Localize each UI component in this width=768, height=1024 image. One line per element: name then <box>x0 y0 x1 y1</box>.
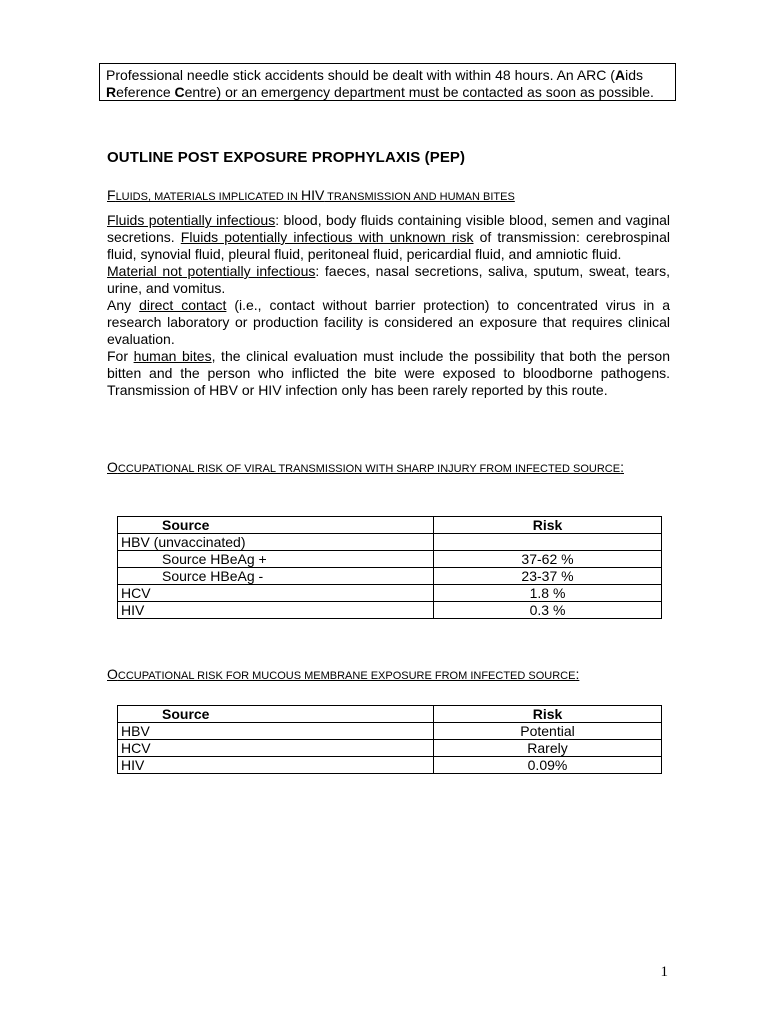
table-row <box>118 551 662 568</box>
paragraph-fluids-infectious <box>107 212 670 263</box>
paragraph-text: Any <box>107 297 140 313</box>
heading-smallcaps: LUIDS, MATERIALS IMPLICATED IN <box>115 191 301 203</box>
notice-text-2: ids <box>625 67 643 83</box>
cell-risk: 1.8 % <box>434 585 662 602</box>
term-human-bites: human bites <box>133 348 212 364</box>
table-row <box>118 568 662 585</box>
section-heading-mucous-membrane <box>107 665 579 685</box>
column-header-risk: Risk <box>434 517 662 534</box>
paragraph-text: of transmission: cerebrospinal fluid, synovial fluid, pleural fluid, peritoneal fluid, pericardial fluid, and amniotic fluid. <box>107 229 670 262</box>
paragraph-direct-contact <box>107 297 670 348</box>
heading-smallcaps: CCUPATIONAL RISK FOR MUCOUS MEMBRANE EXPOSURE FROM INFECTED SOURCE <box>117 670 576 682</box>
table-header-row <box>118 706 662 723</box>
paragraph-text: : blood, body fluids containing visible blood, semen and vaginal secretions. <box>107 212 670 245</box>
notice-bold-r: R <box>106 84 117 100</box>
cell-risk: 0.09% <box>434 757 662 774</box>
paragraph-text: , the clinical evaluation must include the possibility that both the person bitten and the person who inflicted the bite were exposed to bloodborne pathogens. Transmission of HBV or HIV infection only has been rarely reported by this route. <box>107 348 671 398</box>
mucous-membrane-risk-table <box>117 705 662 774</box>
cell-risk: 0.3 % <box>434 602 662 619</box>
notice-text-4: entre) or an emergency department must be contacted as soon as possible. <box>184 84 654 100</box>
cell-risk: Potential <box>434 723 662 740</box>
table-row <box>118 585 662 602</box>
notice-text-3: eference <box>116 84 175 100</box>
heading-colon: : <box>575 666 580 682</box>
paragraph-text: For <box>107 348 134 364</box>
cell-risk: 23-37 % <box>434 568 662 585</box>
notice-bold-a: A <box>614 67 626 83</box>
column-header-source: Source <box>118 706 434 723</box>
table-header-row <box>118 517 662 534</box>
term-fluids-infectious: Fluids potentially infectious <box>107 212 276 228</box>
paragraph-text: : faeces, nasal secretions, saliva, sputum, sweat, tears, urine, and vomitus. <box>107 263 670 296</box>
cell-source: HCV <box>118 740 434 757</box>
notice-bold-c: C <box>174 84 185 100</box>
page-title: OUTLINE POST EXPOSURE PROPHYLAXIS (PEP) <box>107 149 466 166</box>
cell-source: HIV <box>118 757 434 774</box>
fluids-body <box>107 212 670 399</box>
table-row <box>118 740 662 757</box>
heading-hiv: HIV <box>300 187 325 203</box>
section-heading-fluids <box>107 186 515 206</box>
notice-box <box>99 63 676 101</box>
cell-source: Source HBeAg + <box>118 551 434 568</box>
cell-source: HBV (unvaccinated) <box>118 534 434 551</box>
heading-smallcaps: CCUPATIONAL RISK OF VIRAL TRANSMISSION WITH SHARP INJURY FROM INFECTED SOURCE <box>117 463 621 475</box>
paragraph-text: (i.e., contact without barrier protection) to concentrated virus in a research laboratory or production facility is considered an exposure that requires clinical evaluation. <box>107 297 671 347</box>
table-row <box>118 757 662 774</box>
term-not-infectious: Material not potentially infectious <box>107 263 316 279</box>
notice-text-1: Professional needle stick accidents should be dealt with within 48 hours. An ARC ( <box>106 67 615 83</box>
cell-source: HIV <box>118 602 434 619</box>
term-direct-contact: direct contact <box>139 297 227 313</box>
table-row <box>118 602 662 619</box>
heading-initial: F <box>107 187 116 203</box>
cell-source: Source HBeAg - <box>118 568 434 585</box>
cell-source: HBV <box>118 723 434 740</box>
heading-colon: : <box>620 459 624 475</box>
table-row <box>118 723 662 740</box>
heading-initial: O <box>107 459 118 475</box>
cell-risk: 37-62 % <box>434 551 662 568</box>
section-heading-sharp-injury <box>107 458 647 478</box>
paragraph-human-bites <box>107 348 670 399</box>
paragraph-not-infectious <box>107 263 670 297</box>
cell-source: HCV <box>118 585 434 602</box>
sharp-injury-risk-table <box>117 516 662 619</box>
cell-risk: Rarely <box>434 740 662 757</box>
heading-smallcaps-rest: TRANSMISSION AND HUMAN BITES <box>324 191 515 203</box>
page-number: 1 <box>660 964 668 980</box>
heading-initial: O <box>107 666 118 682</box>
column-header-risk: Risk <box>434 706 662 723</box>
table-row <box>118 534 662 551</box>
cell-risk <box>434 534 662 551</box>
column-header-source: Source <box>118 517 434 534</box>
term-unknown-risk: Fluids potentially infectious with unknown risk <box>180 229 474 245</box>
